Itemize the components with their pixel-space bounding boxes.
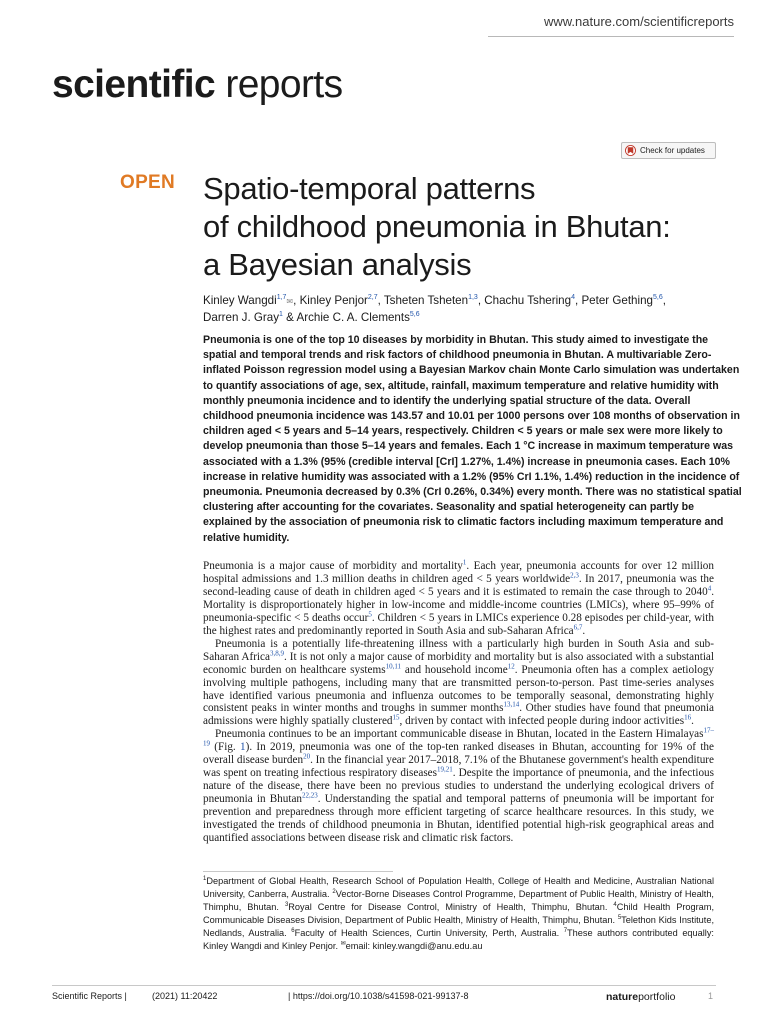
check-for-updates-button[interactable]: [621, 142, 716, 159]
author-name: Tsheten Tsheten: [383, 294, 469, 307]
body-text-run: Pneumonia continues to be an important communicable disease in Bhutan, located in the Eastern Himalayas: [215, 728, 704, 741]
body-paragraph: [203, 728, 714, 845]
footer-divider: [52, 985, 716, 986]
footer-volume: (2021) 11:20422: [152, 991, 218, 1001]
body-text-run: . Mortality is disproportionately higher in low-income and middle-income countries (LMICs), where 95–99% of pneumonia-specific < 5 deaths occur: [203, 585, 714, 624]
author-separator: &: [282, 311, 297, 324]
citation-link[interactable]: 17–19: [203, 726, 714, 748]
author-separator: ,: [574, 294, 582, 307]
affiliation-marker: 1: [203, 875, 207, 882]
affiliation-marker: ✉: [340, 940, 346, 947]
body-text-run: . In 2017, pneumonia was the second-leading cause of death in children aged < 5 years and it is estimated to remain the case through to 2040: [203, 572, 714, 598]
title-line: Spatio-temporal patterns: [203, 171, 536, 206]
affiliation-text: Faculty of Health Sciences, Curtin University, Perth, Australia.: [294, 928, 564, 938]
citation-link[interactable]: 20: [303, 752, 311, 761]
body-paragraph: [203, 560, 714, 638]
affiliation-text: Vector-Borne Diseases Control Programme, Department of Public Health, Ministry of Health, Thimphu, Bhutan.: [203, 889, 714, 912]
citation-link[interactable]: 15: [392, 713, 400, 722]
author-affiliation-marker[interactable]: 1,7: [276, 294, 287, 302]
author-list: [203, 293, 743, 326]
body-text-run: . It is not only a major cause of morbidity and mortality but is also associated with a substantial economic burden on healthcare systems: [203, 650, 715, 676]
author-name: Darren J. Gray: [203, 311, 280, 324]
body-text-run: , driven by contact with infected people during indoor activities: [399, 715, 685, 728]
author-affiliation-marker[interactable]: 4: [571, 294, 575, 302]
header-divider: [488, 36, 734, 37]
citation-link[interactable]: 2,3: [570, 571, 579, 580]
body-text-run: .: [691, 715, 694, 728]
journal-logo-bold: scientific: [52, 63, 216, 106]
journal-logo-light: reports: [225, 63, 343, 106]
article-title: [203, 170, 743, 284]
affiliation-marker: 5: [617, 914, 622, 921]
affiliation-text: These authors contributed equally: Kinley Wangdi and Kinley Penjor.: [203, 928, 714, 951]
open-access-badge: OPEN: [120, 172, 176, 193]
affiliations: [203, 875, 714, 953]
citation-link[interactable]: 19,21: [437, 765, 453, 774]
body-text-run: . Children < 5 years in LMICs experience 0.28 episodes per child-year, with the highest rates and predominantly reported in South Asia and sub-Saharan Africa: [203, 611, 714, 637]
page-footer: [52, 991, 716, 1005]
affiliation-marker: 4: [613, 901, 617, 908]
author-name: Peter Gething: [581, 294, 653, 307]
author-name: Chachu Tshering: [484, 294, 572, 307]
figure-link[interactable]: 1: [240, 741, 246, 754]
body-text-run: . Pneumonia often has a complex aetiology involving multiple pathogens, including many that are transmitted person-to-person. Past time-series analyses have identified various pneumonia and influenza outcomes to be temporally seasonal, demonstrating highly consistent peaks in winter months and troughs in summer months: [203, 663, 714, 715]
affiliation-marker: 7: [563, 927, 568, 934]
author-name: Archie C. A. Clements: [296, 311, 410, 324]
author-separator: ,: [477, 294, 485, 307]
affiliation-marker: 3: [284, 901, 289, 908]
citation-link[interactable]: 13,14: [503, 700, 520, 709]
body-text-run: .: [582, 624, 586, 637]
publisher-logo-light: portfolio: [638, 991, 676, 1003]
journal-logo: [52, 63, 343, 107]
title-line: a Bayesian analysis: [203, 247, 472, 282]
affiliation-text: Department of Global Health, Research School of Population Health, College of Health and Medicine, Australian National University, Canberra, Australia.: [203, 876, 714, 899]
affiliations-divider: [203, 871, 393, 872]
footer-doi-link[interactable]: | https://doi.org/10.1038/s41598-021-99137-8: [288, 991, 469, 1001]
affiliation-text: Royal Centre for Disease Control, Ministry of Health, Thimphu, Bhutan.: [288, 902, 614, 912]
author-separator: ,: [293, 294, 300, 307]
body-text-run: (Fig.: [210, 741, 241, 754]
body-text-run: . In the financial year 2017–2018, 7.1% of the Bhutanese government's health expenditure was spent on treating infectious respiratory diseases: [203, 754, 714, 780]
citation-link[interactable]: 4: [707, 584, 712, 593]
body-text-run: ). In 2019, pneumonia was one of the top-ten ranked diseases in Bhutan, accounting for 19% of the overall disease burden: [203, 741, 714, 767]
citation-link[interactable]: 10,11: [385, 661, 402, 670]
author-separator: ,: [662, 294, 666, 307]
affiliation-marker: 6: [291, 927, 295, 934]
body-text-run: . Understanding the spatial and temporal patterns of pneumonia will be important for prevention and preparedness through more efficient targeting of scarce healthcare resources. In this study, we investigated the trends of childhood pneumonia in Bhutan, identified potential high-risk geographical areas and quantified associations between disease risk and climatic risk factors.: [203, 793, 714, 845]
citation-link[interactable]: 3,8,9: [269, 648, 284, 657]
affiliation-marker: 2: [332, 888, 336, 895]
footer-journal: Scientific Reports |: [52, 991, 127, 1001]
journal-url[interactable]: www.nature.com/scientificreports: [543, 14, 734, 29]
title-line: of childhood pneumonia in Bhutan:: [203, 209, 671, 244]
email-icon[interactable]: ✉: [286, 297, 294, 306]
author-name: Kinley Penjor: [299, 294, 368, 307]
citation-link[interactable]: 22,23: [302, 791, 318, 800]
author-separator: ,: [377, 294, 384, 307]
citation-link[interactable]: 16: [684, 713, 692, 722]
affiliation-text: Child Health Program, Communicable Diseases Division, Department of Public Health, Ministry of Health, Thimphu, Bhutan.: [203, 902, 714, 925]
body-text-run: Pneumonia is a major cause of morbidity and mortality: [203, 560, 463, 572]
author-affiliation-marker[interactable]: 1: [279, 311, 283, 319]
body-text: [203, 560, 714, 845]
author-affiliation-marker[interactable]: 5,6: [652, 294, 663, 302]
body-text-run: and household income: [401, 663, 508, 676]
body-text-run: . Each year, pneumonia accounts for over 12 million hospital admissions and 1.3 million deaths in children aged < 5 years worldwide: [203, 560, 714, 585]
body-text-run: . Despite the importance of pneumonia, and the infectious nature of the disease, there have been no previous studies to understand the underlying ecological drivers of pneumonia in Bhutan: [203, 767, 714, 806]
affiliation-text: Telethon Kids Institute, Nedlands, Australia.: [203, 915, 714, 938]
affiliation-text: email: kinley.wangdi@anu.edu.au: [345, 941, 483, 951]
author-name: Kinley Wangdi: [203, 294, 277, 307]
citation-link[interactable]: 5: [368, 610, 372, 619]
abstract: Pneumonia is one of the top 10 diseases by morbidity in Bhutan. This study aimed to investigate the spatial and temporal trends and risk factors of childhood pneumonia in Bhutan. A multivariable Zero-inflated Poisson regression model using a Bayesian Markov chain Monte Carlo simulation was undertaken to quantify associations of age, sex, altitude, rainfall, maximum temperature and relative humidity with monthly pneumonia incidence and to identify the underlying spatial structure of the data. Overall childhood pneumonia incidence was 143.57 and 10.01 per 1000 persons over 108 months of observation in children aged < 5 years and 5–14 years, respectively. Children < 5 years or male sex were more likely to develop pneumonia than those 5–14 years and females. Each 1 °C increase in maximum temperature was associated with a 1.3% (95% (credible interval [CrI] 1.27%, 1.4%) increase in pneumonia cases. Each 10% increase in relative humidity was associated with a 1.2% (95% CrI 1.1%, 1.4%) reduction in the incidence of pneumonia. Pneumonia decreased by 0.3% (CrI 0.26%, 0.34%) every month. There was no statistical spatial clustering after accounting for the covariates. Seasonality and spatial heterogeneity can partly be explained by the association of pneumonia risk to climatic factors including maximum temperature and relative humidity.: [203, 334, 742, 544]
page-number: 1: [708, 991, 714, 1001]
author-affiliation-marker[interactable]: 5,6: [409, 311, 420, 319]
publisher-logo: [606, 991, 675, 1003]
citation-link[interactable]: 1: [462, 558, 467, 567]
body-paragraph: [203, 638, 714, 729]
author-affiliation-marker[interactable]: 1,3: [468, 294, 478, 302]
citation-link[interactable]: 12: [507, 661, 515, 670]
body-text-run: Pneumonia is a potentially life-threatening illness with a particularly high burden in South Asia and sub-Saharan Africa: [203, 637, 714, 663]
citation-link[interactable]: 6,7: [573, 623, 583, 632]
crossmark-icon: [625, 145, 636, 156]
author-affiliation-marker[interactable]: 2,7: [367, 294, 378, 302]
check-for-updates-label: Check for updates: [640, 146, 705, 155]
publisher-logo-bold: nature: [606, 991, 639, 1003]
body-text-run: . Other studies have found that pneumonia admissions were highly spatially clustered: [203, 702, 714, 728]
